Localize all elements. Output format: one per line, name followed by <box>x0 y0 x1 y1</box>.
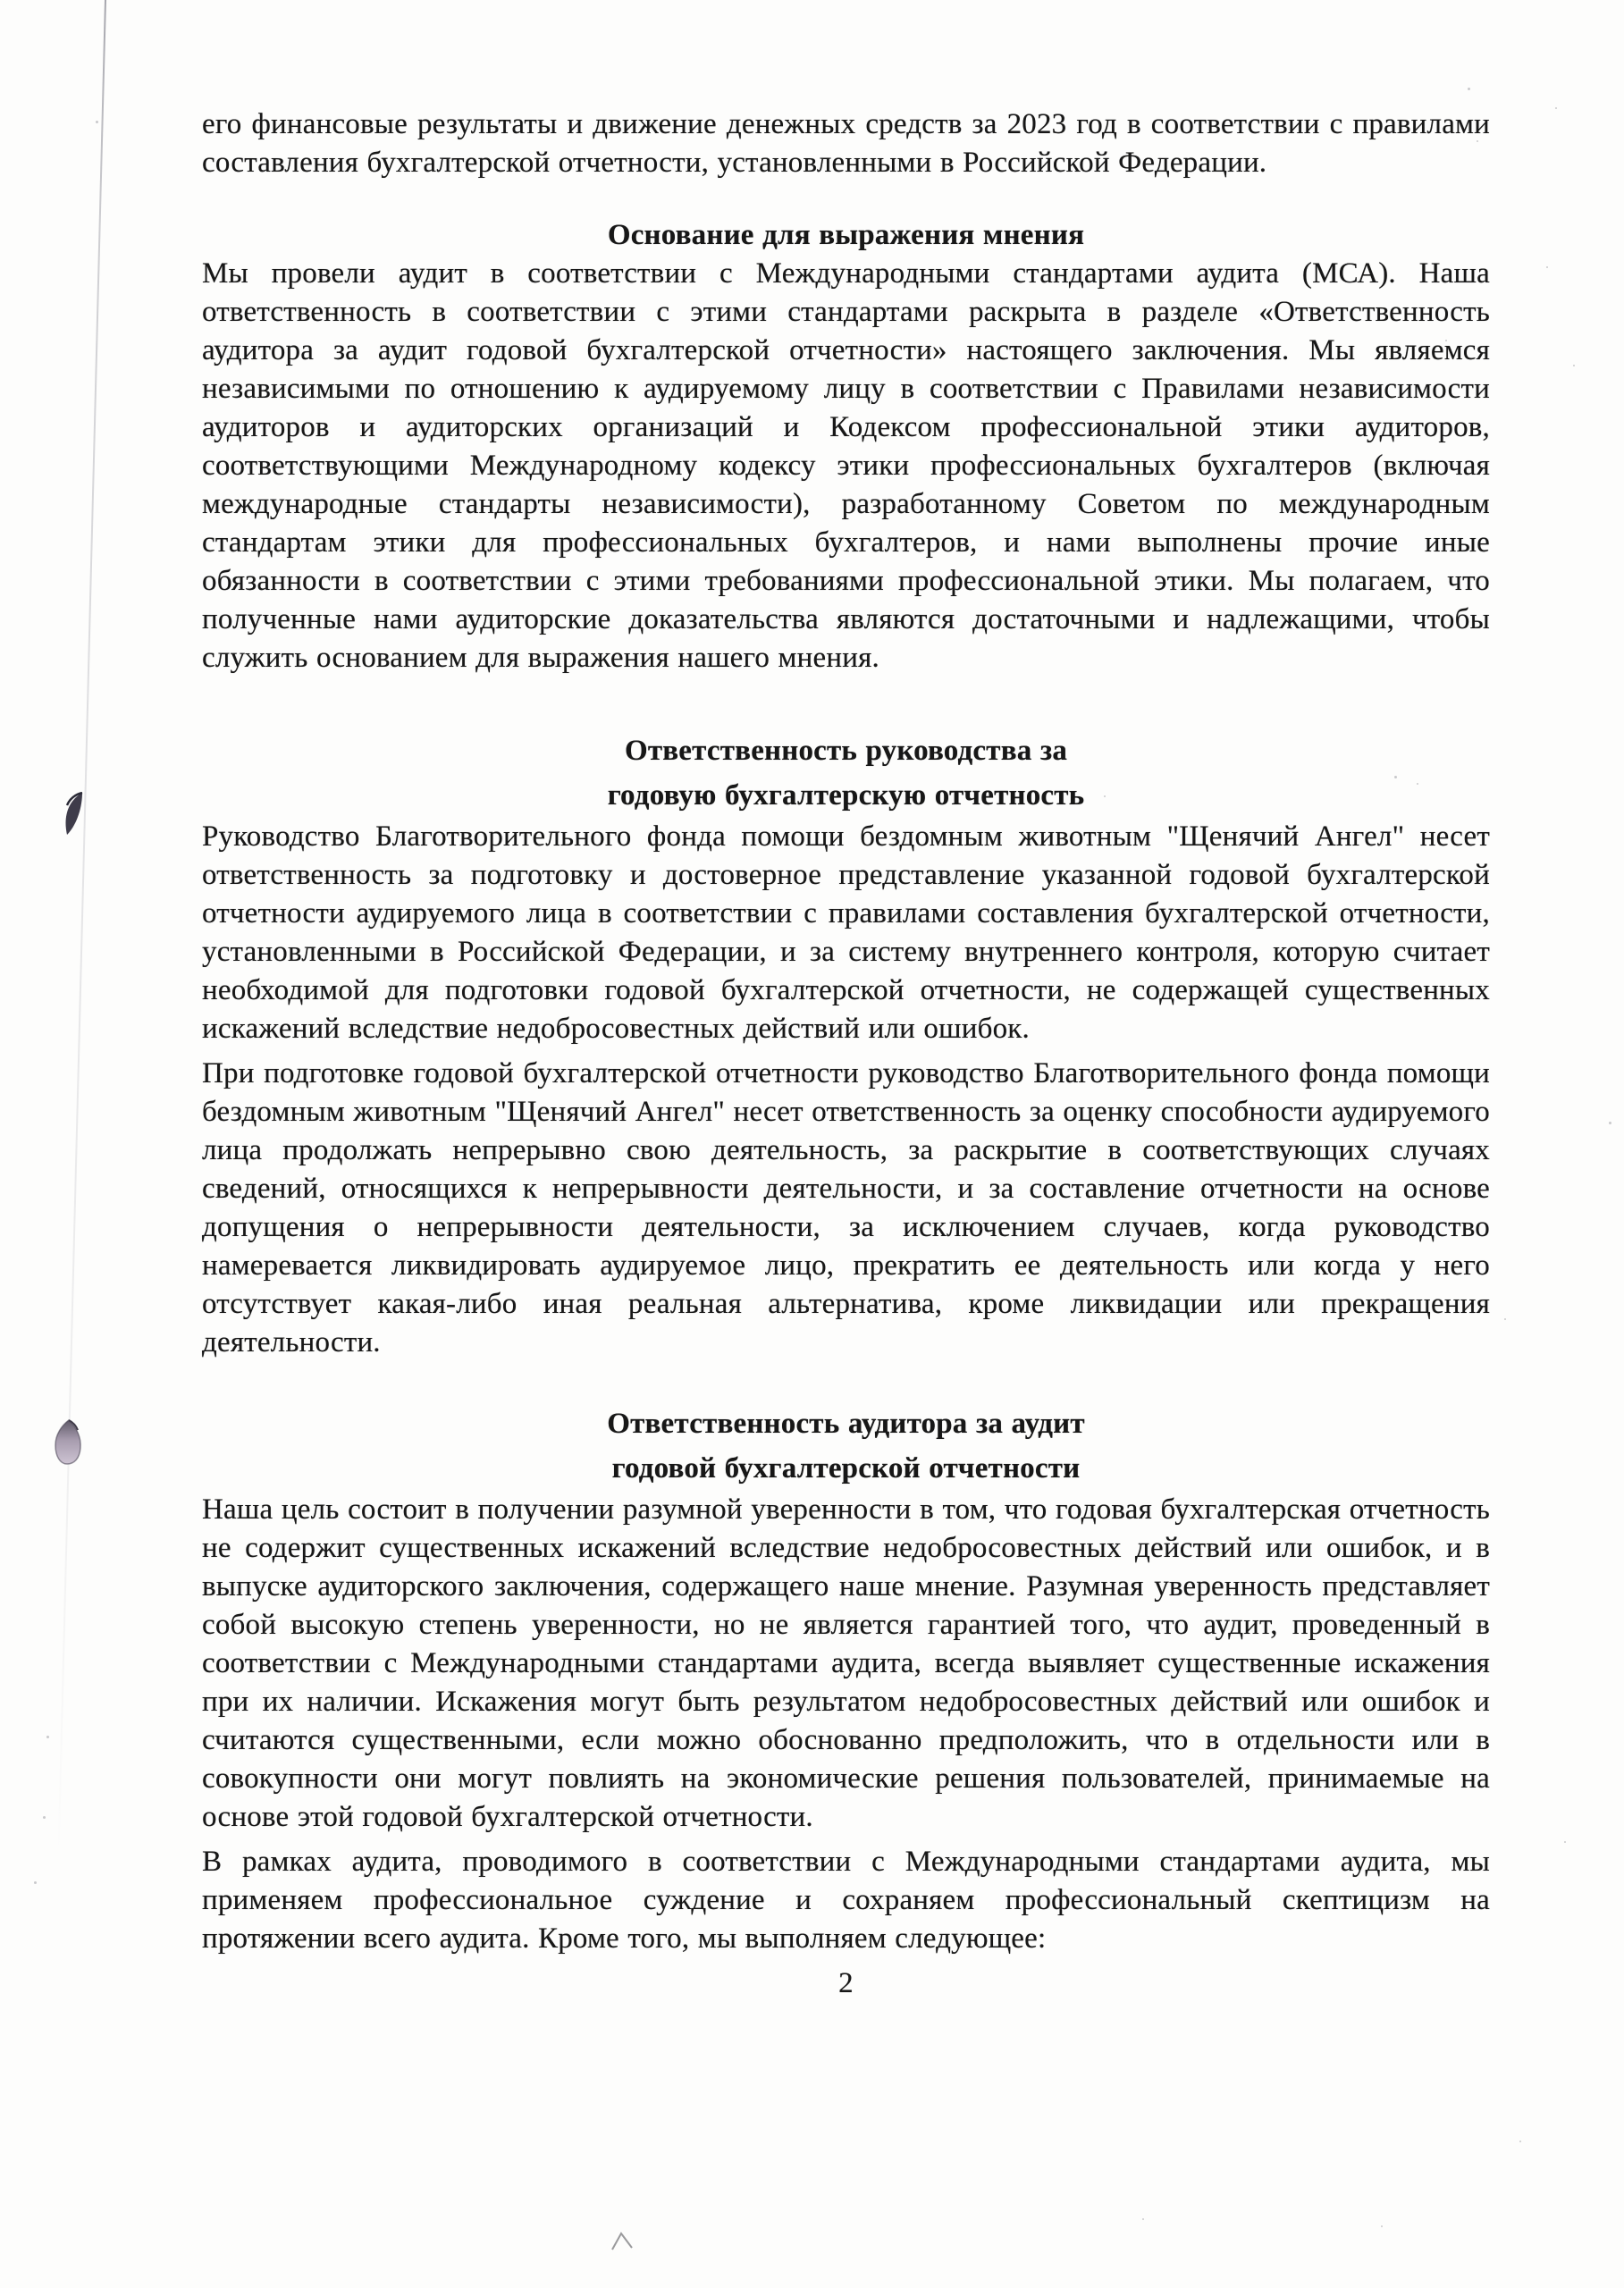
pencil-caret-mark <box>610 2231 635 2252</box>
section-heading-management-responsibility <box>202 728 1490 818</box>
heading-line: годовой бухгалтерской отчетности <box>611 1452 1081 1485</box>
auditor-responsibility-paragraph-2: В рамках аудита, проводимого в соответствии с Международными стандартами аудита, мы применяем профессиональное суждение и сохраняем профессиональный скептицизм на протяжении всего аудита. Кроме того, мы выполняем следующее: <box>202 1846 1490 1955</box>
basis-for-opinion-paragraph: Мы провели аудит в соответствии с Международными стандартами аудита (МСА). Наша ответственность в соответствии с этими стандартами раскрыта в разделе «Ответственность аудитора за аудит годовой бухгалтерской отчетности» настоящего заключения. Мы являемся независимыми по отношению к аудируемому лицу в соответствии с Правилами независимости аудиторов и аудиторских организаций и Кодексом профессиональной этики аудиторов, соответствующими Международному кодексу этики профессиональных бухгалтеров (включая международные стандарты независимости), разработанному Советом по международным стандартам этики для профессиональных бухгалтеров, и нами выполнены прочие иные обязанности в соответствии с этими требованиями профессиональной этики. Мы полагаем, что полученные нами аудиторские доказательства являются достаточными и надлежащими, чтобы служить основанием для выражения нашего мнения. <box>202 257 1490 674</box>
management-responsibility-paragraph-2: При подготовке годовой бухгалтерской отчетности руководство Благотворительного фонда помощи бездомным животным "Щенячий Ангел" несет ответственность за оценку способности аудируемого лица продолжать непрерывно свою деятельность, за раскрытие в соответствующих случаях сведений, относящихся к непрерывности деятельности, и за составление отчетности на основе допущения о непрерывности деятельности, за исключением случаев, когда руководство намеревается ликвидировать аудируемое лицо, прекратить ее деятельность или когда у него отсутствует какая-либо иная реальная альтернатива, кроме ликвидации или прекращения деятельности. <box>202 1057 1490 1358</box>
ink-comma-mark <box>62 792 87 838</box>
scan-speck <box>1519 2141 1521 2142</box>
scan-fold-line <box>57 0 106 1858</box>
page-number: 2 <box>838 1967 854 1999</box>
section-heading-basis-for-opinion <box>202 216 1490 255</box>
scan-speck <box>1142 2218 1144 2220</box>
heading-line: Основание для выражения мнения <box>607 219 1085 251</box>
heading-line: годовую бухгалтерскую отчетность <box>607 779 1085 812</box>
scan-speck <box>43 1816 46 1819</box>
scan-speck <box>1546 266 1548 268</box>
scan-speck <box>1573 365 1575 366</box>
scan-speck <box>1504 1318 1506 1320</box>
scan-speck <box>1468 88 1470 90</box>
scan-speck <box>34 1881 37 1884</box>
scan-speck <box>1609 1122 1611 1124</box>
scan-speck <box>96 121 98 123</box>
heading-line: Ответственность руководства за <box>624 735 1068 767</box>
scan-speck <box>1564 1841 1566 1843</box>
section-heading-auditor-responsibility <box>202 1401 1490 1491</box>
heading-line: Ответственность аудитора за аудит <box>607 1408 1085 1440</box>
intro-paragraph: его финансовые результаты и движение денежных средств за 2023 год в соответствии с правилами составления бухгалтерской отчетности, установленными в Российской Федерации. <box>202 108 1490 179</box>
auditor-responsibility-paragraph-1: Наша цель состоит в получении разумной уверенности в том, что годовая бухгалтерская отчетность не содержит существенных искажений вследствие недобросовестных действий или ошибок, и в выпуске аудиторского заключения, содержащего наше мнение. Разумная уверенность представляет собой высокую степень уверенности, но не является гарантией того, что аудит, проведенный в соответствии с Международными стандартами аудита, всегда выявляет существенные искажения при их наличии. Искажения могут быть результатом недобросовестных действий или ошибок и считаются существенными, если можно обоснованно предположить, что в отдельности или в совокупности они могут повлиять на экономические решения пользователей, принимаемые на основе этой годовой бухгалтерской отчетности. <box>202 1493 1490 1833</box>
document-body <box>202 105 1490 2003</box>
management-responsibility-paragraph-1: Руководство Благотворительного фонда помощи бездомным животным "Щенячий Ангел" несет ответственность за подготовку и достоверное представление указанной годовой бухгалтерской отчетности аудируемого лица в соответствии с правилами составления бухгалтерской отчетности, установленными в Российской Федерации, и за систему внутреннего контроля, которую считает необходимой для подготовки годовой бухгалтерской отчетности, не содержащей существенных искажений вследствие недобросовестных действий или ошибок. <box>202 820 1490 1045</box>
hole-punch-blot-mark <box>53 1417 85 1468</box>
scan-speck <box>46 1736 49 1738</box>
scan-speck <box>1381 2225 1383 2227</box>
scan-speck <box>1555 107 1557 109</box>
